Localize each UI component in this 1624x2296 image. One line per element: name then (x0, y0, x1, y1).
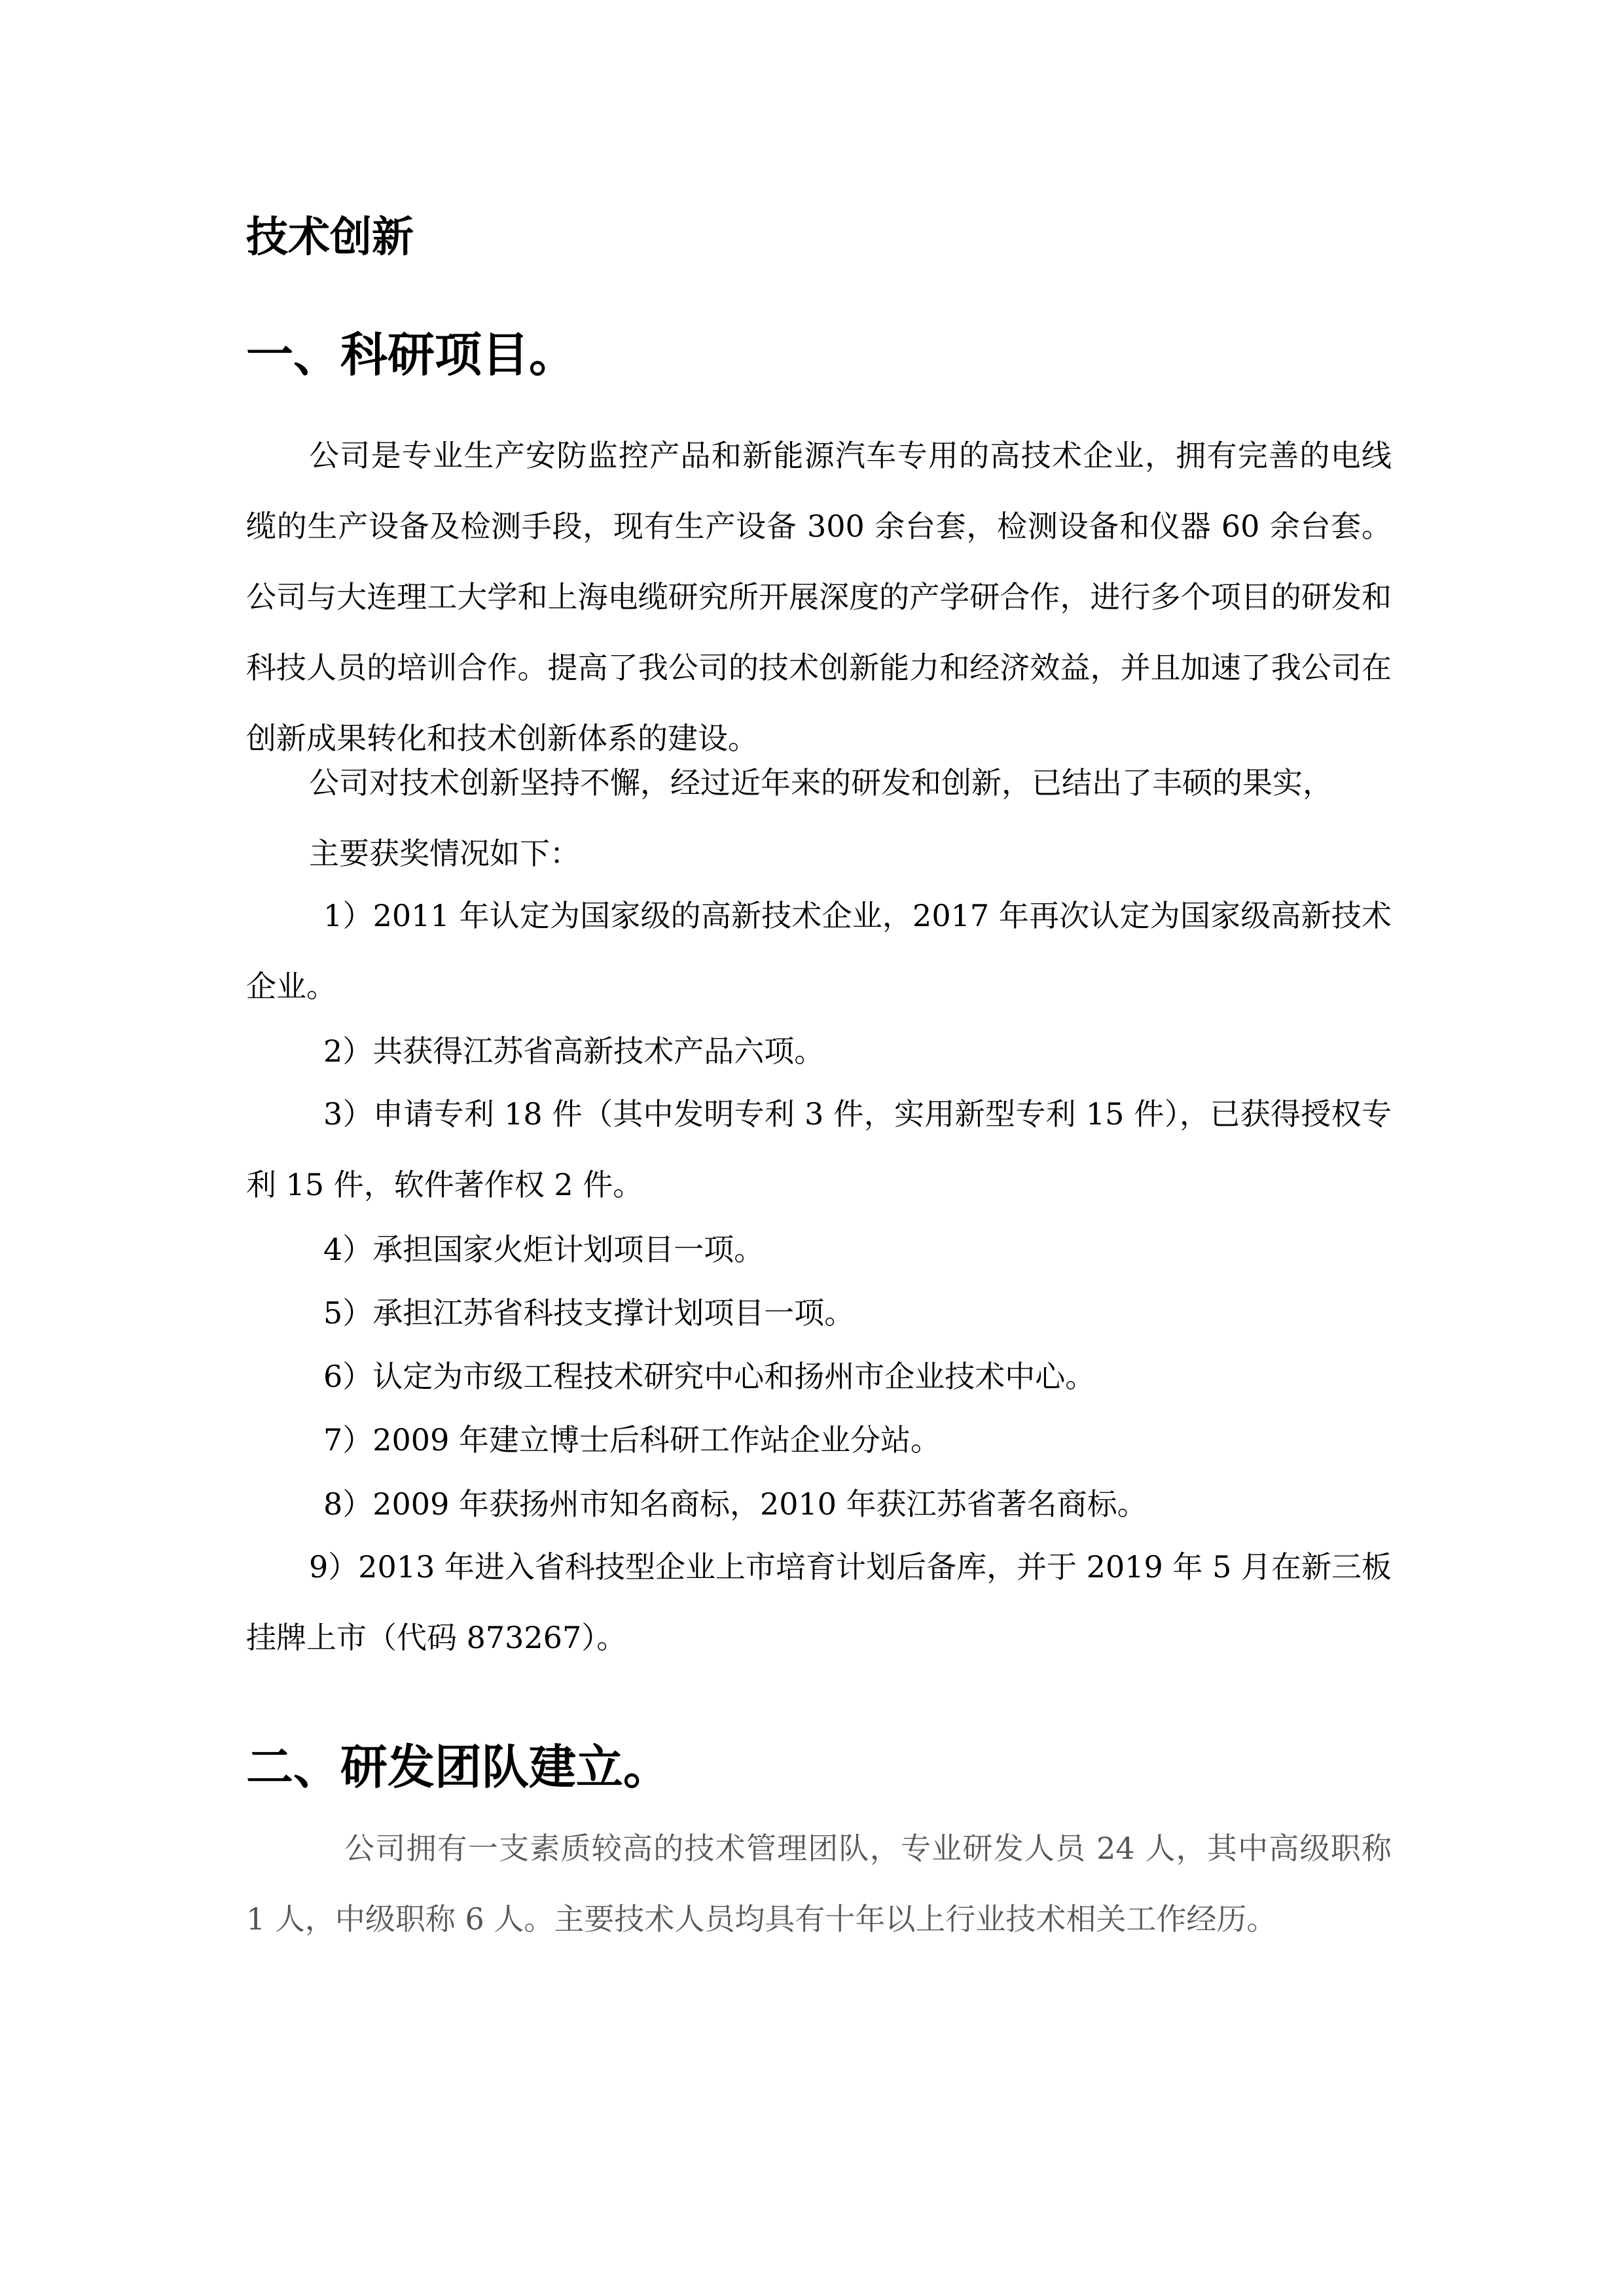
section-1-paragraph-2-line-1: 公司对技术创新坚持不懈，经过近年来的研发和创新，已结出了丰硕的果实， (309, 765, 1333, 800)
section-2-paragraph-1: 公司拥有一支素质较高的技术管理团队，专业研发人员 24 人，其中高级职称 1 人，中级职称 6 人。主要技术人员均具有十年以上行业技术相关工作经历。 (246, 1831, 1392, 1937)
list-item: 8）2009 年获扬州市知名商标，2010 年获江苏省著名商标。 (323, 1486, 1147, 1522)
section-1-paragraph-2-line-2: 主要获奖情况如下： (309, 836, 580, 871)
document-title: 技术创新 (246, 213, 414, 262)
list-item: 3）申请专利 18 件（其中发明专利 3 件，实用新型专利 15 件），已获得授权专利 15 件，软件著作权 2 件。 (246, 1096, 1392, 1202)
list-item: 2）共获得江苏省高新技术产品六项。 (323, 1033, 825, 1069)
list-item: 5）承担江苏省科技支撑计划项目一项。 (323, 1295, 855, 1331)
list-item: 7）2009 年建立博士后科研工作站企业分站。 (323, 1422, 941, 1458)
list-item: 1）2011 年认定为国家级的高新技术企业，2017 年再次认定为国家级高新技术企业。 (246, 898, 1392, 1004)
section-1-paragraph-1: 公司是专业生产安防监控产品和新能源汽车专用的高技术企业，拥有完善的电线缆的生产设备及检测手段，现有生产设备 300 余台套，检测设备和仪器 60 余台套。公司与大连理工大学和上海电缆研究所开展深度的产学研合作，进行多个项目的研发和科技人员的培训合作。提高了我公司的技术创新能力和经济效益，并且加速了我公司在创新成果转化和技术创新体系的建设。 (246, 438, 1392, 756)
list-item: 4）承担国家火炬计划项目一项。 (323, 1232, 765, 1267)
section-2-heading: 二、研发团队建立。 (246, 1740, 671, 1795)
list-item: 6）认定为市级工程技术研究中心和扬州市企业技术中心。 (323, 1359, 1096, 1394)
section-1-heading: 一、科研项目。 (246, 327, 577, 382)
list-item: 9）2013 年进入省科技型企业上市培育计划后备库，并于 2019 年 5 月在新三板挂牌上市（代码 873267）。 (246, 1549, 1392, 1655)
